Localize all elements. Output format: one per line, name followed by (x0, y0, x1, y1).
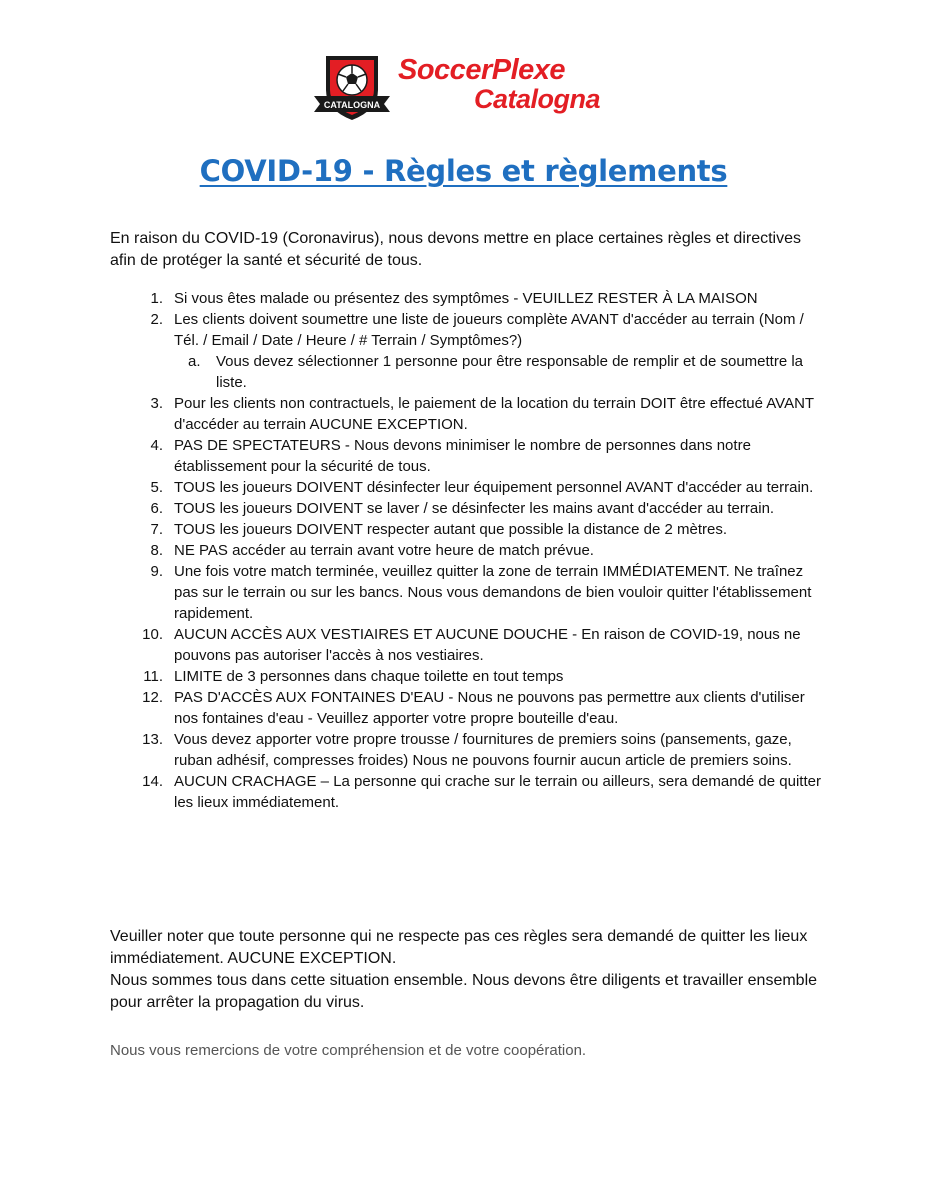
rule-item (110, 435, 830, 477)
rule-number: 9. (150, 563, 163, 580)
rule-item (110, 498, 830, 519)
brand-name-line1: SoccerPlexe (398, 54, 566, 86)
rule-text (174, 498, 830, 519)
rule-text (174, 561, 830, 624)
rule-number: 7. (150, 521, 163, 538)
rule-text (174, 687, 830, 729)
page-title: COVID-19 - Règles et règlements (199, 154, 728, 188)
rule-text-body: Si vous êtes malade ou présentez des symptômes - VEUILLEZ RESTER À LA MAISON (174, 290, 758, 307)
thank-you-note: Nous vous remercions de votre compréhension et de votre coopération. (110, 1042, 587, 1059)
rule-text-body: PAS D'ACCÈS AUX FONTAINES D'EAU - Nous ne pouvons pas permettre aux clients d'utiliser nos fontaines d'eau - Veuillez apporter votre propre bouteille d'eau. (174, 689, 805, 727)
rule-text-body: TOUS les joueurs DOIVENT se laver / se désinfecter les mains avant d'accéder au terrain. (174, 500, 775, 517)
rule-text (174, 540, 830, 561)
rule-item (110, 624, 830, 666)
rule-text (174, 309, 830, 351)
rule-item (110, 477, 830, 498)
closing-notes (110, 926, 830, 1014)
rule-text (174, 393, 830, 435)
rule-text-body: PAS DE SPECTATEURS - Nous devons minimiser le nombre de personnes dans notre établissement pour la sécurité de tous. (174, 437, 751, 475)
rule-number: 8. (150, 542, 163, 559)
rule-number: 14. (142, 773, 163, 790)
rule-text-body: LIMITE de 3 personnes dans chaque toilette en tout temps (174, 668, 564, 685)
closing-note-1: Veuiller noter que toute personne qui ne respecte pas ces règles sera demandé de quitter les lieux immédiatement. AUCUNE EXCEPTION. (110, 928, 808, 967)
rule-item (110, 309, 830, 351)
rule-number: 5. (150, 479, 163, 496)
rule-text-body: AUCUN CRACHAGE – La personne qui crache sur le terrain ou ailleurs, sera demandé de quitter les lieux immédiatement. (174, 773, 821, 811)
rule-text-body: AUCUN ACCÈS AUX VESTIAIRES ET AUCUNE DOUCHE - En raison de COVID-19, nous ne pouvons pas autoriser l'accès à nos vestiaires. (174, 626, 801, 664)
rule-number: 3. (150, 395, 163, 412)
intro-paragraph: En raison du COVID-19 (Coronavirus), nous devons mettre en place certaines règles et directives afin de protéger la santé et sécurité de tous. (110, 230, 801, 269)
rule-text (174, 771, 830, 813)
rule-text (174, 729, 830, 771)
rule-subitem-number: a. (188, 353, 201, 370)
brand-name-line2: Catalogna (474, 84, 601, 114)
rule-text-body: NE PAS accéder au terrain avant votre heure de match prévue. (174, 542, 594, 559)
rule-item (110, 561, 830, 624)
rule-item (110, 519, 830, 540)
rule-subitem (188, 351, 830, 393)
rule-text-body: TOUS les joueurs DOIVENT désinfecter leur équipement personnel AVANT d'accéder au terrain. (174, 479, 814, 496)
rule-number: 13. (142, 731, 163, 748)
rule-item (110, 540, 830, 561)
rule-item (110, 729, 830, 771)
rule-item (110, 687, 830, 729)
rule-text (174, 288, 830, 309)
rule-number: 12. (142, 689, 163, 706)
closing-note-2: Nous sommes tous dans cette situation ensemble. Nous devons être diligents et travailler ensemble pour arrêter la propagation du virus. (110, 972, 818, 1011)
rule-number: 4. (150, 437, 163, 454)
rule-text (174, 519, 830, 540)
rule-text-body: Vous devez apporter votre propre trousse / fournitures de premiers soins (pansements, gaze, ruban adhésif, compresses froides) Nous ne pouvons fournir aucun article de premiers soins. (174, 731, 792, 769)
soccer-crest-icon (312, 52, 392, 122)
rule-item (110, 288, 830, 309)
rule-text-body: TOUS les joueurs DOIVENT respecter autant que possible la distance de 2 mètres. (174, 521, 728, 538)
rule-number: 2. (150, 311, 163, 328)
rule-number: 1. (150, 290, 163, 307)
rule-number: 10. (142, 626, 163, 643)
rule-subitem-text: Vous devez sélectionner 1 personne pour être responsable de remplir et de soumettre la liste. (216, 353, 804, 391)
rule-item (110, 393, 830, 435)
rule-text-body: Les clients doivent soumettre une liste de joueurs complète AVANT d'accéder au terrain (Nom / Tél. / Email / Date / Heure / # Terrain / Symptômes?) (174, 311, 804, 349)
rule-number: 6. (150, 500, 163, 517)
rule-text (174, 477, 830, 498)
rule-text (174, 624, 830, 666)
rule-text-body: Une fois votre match terminée, veuillez quitter la zone de terrain IMMÉDIATEMENT. Ne traînez pas sur le terrain ou sur les bancs. Nous vous demandons de bien vouloir quitter l'établissement rapidement. (174, 563, 812, 622)
rule-text (174, 435, 830, 477)
rule-item (110, 771, 830, 813)
rule-number: 11. (143, 668, 163, 685)
rule-item (110, 666, 830, 687)
rules-list (110, 288, 830, 813)
rule-text (174, 666, 830, 687)
crest-text: CATALOGNA (323, 100, 381, 110)
brand-logo (312, 52, 612, 122)
rule-text-body: Pour les clients non contractuels, le paiement de la location du terrain DOIT être effectué AVANT d'accéder au terrain AUCUNE EXCEPTION. (174, 395, 814, 433)
